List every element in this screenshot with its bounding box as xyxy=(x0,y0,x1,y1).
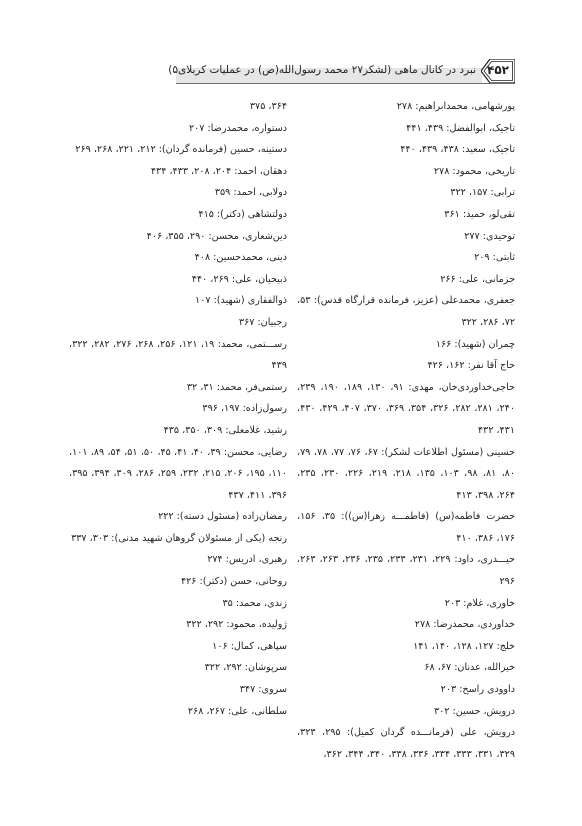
index-entry: درویش، علی (فرمانـــده گردان کمیل): ۲۹۵، ۳۲۳، ۳۲۹، ۳۳۱، ۳۳۳، ۳۳۴، ۳۳۶، ۳۳۸، ۳۴۰، ۳۴۴، ۳۶۲، xyxy=(297,727,515,760)
index-entry: سلطانی، علی: ۲۶۷، ۲۶۸ xyxy=(187,705,287,717)
page-header xyxy=(168,59,515,84)
index-entry: حاجی‌خداوردی‌خان، مهدی: ۹۱، ۱۳۰، ۱۸۹، ۱۹۰، ۲۳۹، ۲۴۰، ۲۸۱، ۲۸۲، ۳۲۶، ۳۵۴، ۳۶۹، ۳۷۰، ۴۰۷، ۴۲۹، ۴۳۰، ۴۳۱، ۴۳۲ xyxy=(297,381,515,436)
index-entry: سروی: ۳۴۷ xyxy=(239,684,287,696)
index-entry: ژولیده، محمود: ۲۹۲، ۳۲۲ xyxy=(186,619,287,631)
index-entry: تاجیک، ابوالفضل: ۴۳۹، ۴۴۱ xyxy=(406,122,515,134)
index-entry: دستواره، محمدرضا: ۲۰۷ xyxy=(189,122,287,134)
index-entry: رسول‌زاده: ۱۹۷، ۳۹۶ xyxy=(202,403,287,415)
index-entry: تاریخی، محمود: ۲۷۸ xyxy=(433,165,515,177)
index-entry: خیرالله، عدنان: ۶۷، ۶۸ xyxy=(424,662,515,674)
header-rule xyxy=(176,83,515,84)
index-entry: درویش، حسین: ۳۰۲ xyxy=(433,705,515,717)
index-entry: رجبیان: ۳۶۷ xyxy=(238,316,287,328)
index-entry: ذبیحیان، علی: ۲۶۹، ۴۴۰ xyxy=(191,273,287,285)
index-entry: تقی‌لو، حمید: ۳۶۱ xyxy=(444,208,515,220)
index-entry: رمضان‌زاده (مسئول دسته): ۲۲۲ xyxy=(158,511,287,523)
index-entry: سرپوشان: ۲۹۲، ۳۲۲ xyxy=(204,662,287,674)
index-entry: دستینه، حسین (فرمانده گردان): ۲۱۲، ۲۲۱، ۲۶۸، ۲۶۹ xyxy=(75,144,287,156)
index-entry: دینی، محمدحسین: ۴۰۸ xyxy=(194,252,287,264)
index-entry: داوودی راسخ: ۲۰۳ xyxy=(440,684,515,696)
index-entry: رهبری، ادریس: ۲۷۴ xyxy=(207,554,287,566)
index-entry: زندی، محمد: ۳۵ xyxy=(222,597,287,609)
index-entry: پورشهامی، محمدابراهیم: ۲۷۸ xyxy=(396,101,515,112)
running-title: نبرد در کانال ماهی (لشکر۲۷ محمد رسول‌الله(ص) در عملیات کربلای۵) xyxy=(168,64,476,76)
index-entry: دولتشاهی (دکتر): ۴۱۵ xyxy=(198,208,287,220)
page-number: ۴۵۲ xyxy=(487,63,509,77)
index-entry: ۳۶۴، ۳۷۵ xyxy=(249,101,287,112)
index-entry: رضایی، محسن: ۳۹، ۴۰، ۴۱، ۴۵، ۵۰، ۵۱، ۵۴، ۸۹، ۱۰۱، ۱۱۰، ۱۹۵، ۲۰۶، ۲۱۵، ۲۳۲، ۲۵۹، ۲۸۶، ۳۰۹، ۳۹۴، ۳۹۵، ۳۹۶، ۴۱۱، ۴۳۷ xyxy=(69,446,288,501)
index-entry: جعفری، محمدعلی (عزیز، فرمانده قرارگاه قدس): ۵۳، ۷۲، ۲۸۶، ۳۲۲ xyxy=(297,295,515,328)
index-entry: تاجیک، سعید: ۴۳۸، ۴۳۹، ۴۴۰ xyxy=(400,144,515,156)
index-entry: خاوری، غلام: ۲۰۳ xyxy=(444,597,515,609)
page-number-badge xyxy=(481,59,515,83)
index-entry: حیـــدری، داود: ۲۲۹، ۲۳۱، ۲۳۳، ۲۳۵، ۲۳۶، ۲۶۳، ۲۶۳، ۲۹۶ xyxy=(297,554,515,588)
index-entry: حضرت فاطمه(س) (فاطمـــه زهرا(س)): ۳۵، ۱۵۶، ۱۷۶، ۳۸۶، ۴۱۰ xyxy=(297,511,515,544)
index-entry: چمران (شهید): ۱۶۶ xyxy=(435,338,515,350)
index-entry: رســـتمی، محمد: ۱۹، ۱۲۱، ۲۵۶، ۲۶۸، ۲۷۶، ۲۸۲، ۳۲۲، ۴۳۹ xyxy=(69,338,287,372)
index-entry: سپاهی، کمال: ۱۰۶ xyxy=(212,640,287,652)
index-entry: خداوردی، محمدرضا: ۲۷۸ xyxy=(414,619,515,631)
index-entry: حسینی (مسئول اطلاعات لشکر): ۶۷، ۷۶، ۷۷، ۷۸، ۷۹، ۸۰، ۸۱، ۹۸، ۱۰۳، ۱۳۵، ۲۱۸، ۲۱۹، ۲۲۶، ۲۳۰، ۲۳۵، ۲۶۴، ۳۹۸، ۴۱۳ xyxy=(297,446,515,501)
index-entry: حاج آقا نفر: ۱۶۲، ۴۲۶ xyxy=(427,360,515,372)
index-entry: توحیدی: ۲۷۷ xyxy=(464,230,515,242)
index-entry: ثابتی: ۲۰۹ xyxy=(474,252,515,264)
index-entry: جزمانی، علی: ۲۶۶ xyxy=(440,273,515,285)
index-entry: رستمی‌فر، محمد: ۳۱، ۳۲ xyxy=(186,381,287,393)
index-column-left xyxy=(69,96,287,722)
index-entry: خلج: ۱۲۷، ۱۲۸، ۱۴۰، ۱۴۱ xyxy=(413,640,515,652)
index-entry: ذوالفقاری (شهید): ۱۰۷ xyxy=(195,295,287,307)
index-entry: ترابی: ۱۵۷، ۳۲۲ xyxy=(450,187,515,199)
index-entry: روحانی، حسن (دکتر): ۴۲۶ xyxy=(180,576,287,588)
index-entry: رنجه (یکی از مسئولان گروهان شهید مدنی): ۳۰۳، ۳۳۷ xyxy=(71,532,287,544)
index-entry: رشید، غلامعلی: ۳۰۹، ۳۵۰، ۴۳۵ xyxy=(163,424,287,436)
index-column-right xyxy=(297,96,515,765)
index-entry: دهقان، احمد: ۲۰۴، ۲۰۸، ۴۳۳، ۴۳۴ xyxy=(150,165,287,177)
index-entry: دولابی، احمد: ۳۵۹ xyxy=(214,187,287,199)
index-entry: دین‌شعاری، محسن: ۲۹۰، ۳۵۵، ۴۰۶ xyxy=(146,230,287,242)
